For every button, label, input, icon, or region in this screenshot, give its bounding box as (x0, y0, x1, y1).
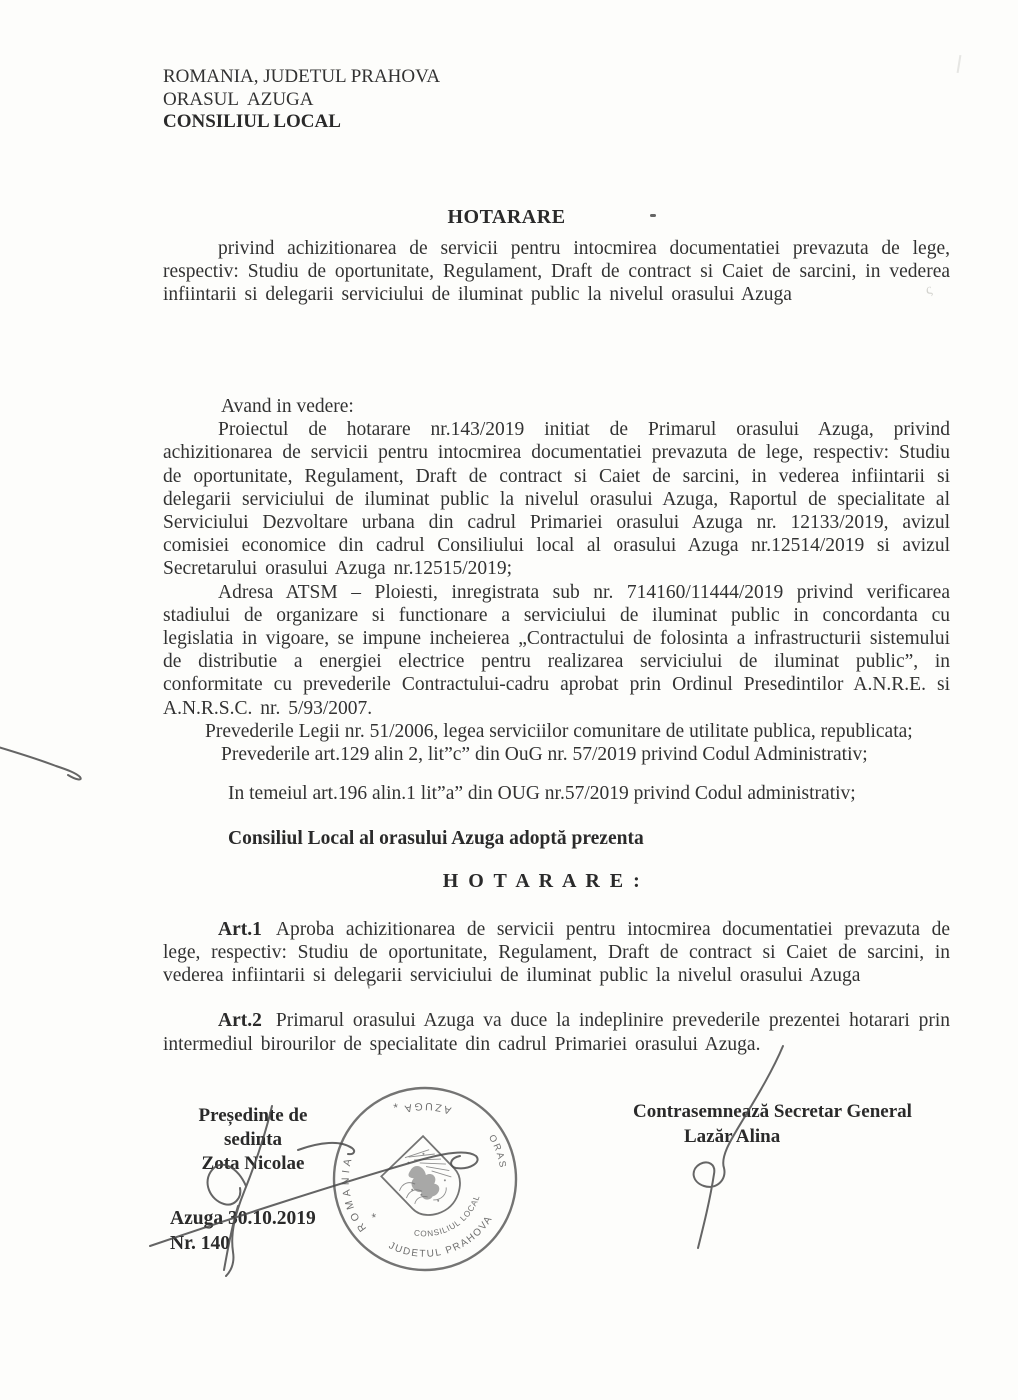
stamp-text-azuga: AZUGA (400, 1099, 453, 1117)
article-2-text: Primarul orasului Azuga va duce la indeplinire prevederile prezentei hotarari prin intermediul birourilor de specialitate din cadrul Primariei orasului Azuga. (163, 1010, 950, 1055)
article-1 (163, 918, 950, 988)
svg-text:AZUGA (400, 1097, 453, 1122)
letterhead (163, 66, 440, 134)
place-and-date: Azuga 30.10.2019 (170, 1208, 316, 1229)
stray-pen-mark (0, 747, 81, 779)
stamp-text-oras: ORAS (485, 1132, 509, 1171)
stamp-text-consiliul-local: CONSILIUL LOCAL (413, 1193, 482, 1239)
article-1-label: Art.1 (218, 918, 262, 940)
president-role: Președinte de sedinta (198, 1105, 308, 1150)
document-title: HOTARARE (447, 206, 566, 228)
signature-block-left (168, 1104, 338, 1176)
coat-of-arms (381, 1136, 471, 1226)
preamble-paragraph-2: Adresa ATSM – Ploiesti, inregistrata sub nr. 714160/11444/2019 privind verificarea stadiului de organizare si functionare a serviciului de iluminat public in concordanta cu legislatia in vigoare, se impune incheierea „Contractului de folosinta a infrastructurii sistemului de distributie a energiei electrice pentru realizarea serviciului de iluminat public”, in conformitate cu prevederile Contractului-cadru aprobat prin Ordinul Presedintilor A.N.R.E. si A.N.R.S.C. nr. 5/93/2007. (163, 581, 950, 719)
svg-text:JUDETUL PRAHOVA (384, 1212, 499, 1264)
decision-number: Nr. 140 (170, 1233, 230, 1254)
title-block (163, 206, 950, 307)
secretary-name: Lazăr Alina (684, 1126, 781, 1147)
faint-scan-line (957, 55, 962, 73)
footer-block (170, 1206, 316, 1256)
adoption-line: Consiliul Local al orasului Azuga adoptă prezenta (228, 828, 644, 850)
secretary-role: Contrasemnează Secretar General (633, 1101, 912, 1122)
official-stamp (318, 1082, 542, 1291)
article-2-label: Art.2 (218, 1010, 262, 1032)
stamp-star-bottom: * (371, 1210, 378, 1225)
pencil-mark-artifact: ς (923, 281, 934, 299)
preamble-lead: Avand in vedere: (221, 396, 354, 417)
decision-heading: H O T A R A R E : (442, 869, 643, 892)
stamp-star-top: * (392, 1100, 399, 1115)
president-name: Zota Nicolae (201, 1153, 305, 1174)
letterhead-city: ORASUL AZUGA (163, 88, 314, 110)
letterhead-country-county: ROMANIA, JUDETUL PRAHOVA (163, 66, 441, 87)
article-1-text: Aproba achizitionarea de servicii pentru intocmirea documentatiei prevazuta de lege, respectiv: Studiu de oportunitate, Regulament, Draft de contract si Caiet de sarcini, in vederea infiintarii si delegarii serviciului de iluminat public la nivelul orasului Azuga (163, 918, 950, 987)
document-subtitle: privind achizitionarea de servicii pentru intocmirea documentatiei prevazuta de lege, respectiv: Studiu de oportunitate, Regulament, Draft de contract si Caiet de sarcini, in vederea infiintarii si delegarii serviciului de iluminat public la nivelul orasului Azuga (163, 238, 950, 306)
letterhead-council: CONSILIUL LOCAL (163, 111, 341, 132)
stamp-graphic (318, 1082, 542, 1286)
stamp-text-judetul-prahova: JUDETUL PRAHOVA (386, 1213, 496, 1260)
document-body (163, 395, 950, 1056)
article-2 (163, 1009, 950, 1055)
preamble-paragraph-4: Prevederile art.129 alin 2, lit”c” din OuG nr. 57/2019 privind Codul Administrativ; (221, 744, 868, 766)
stamp-text-romania: ROMANIA (339, 1153, 370, 1234)
preamble-paragraph-1: Proiectul de hotarare nr.143/2019 initiat de Primarul orasului Azuga, privind achizitionarea de servicii pentru intocmirea documentatiei prevazuta de lege, respectiv: Studiu de oportunitate, Regulament, Draft de contract si Caiet de sarcini, in vederea infiintarii si delegarii serviciului de iluminat public la nivelul orasului Azuga, Raportul de specialitate al Serviciului Dezvoltare urbana din cadrul Primariei orasului Azuga nr. 12133/2019, avizul comisiei economice din cadrul Consiliului local al orasului Azuga nr.12514/2019 si avizul Secretarului orasului Azuga nr.12515/2019; (163, 419, 950, 580)
ink-dot-artifact (650, 214, 656, 217)
preamble-paragraph-3: Prevederile Legii nr. 51/2006, legea serviciilor comunitare de utilitate publica, republicata; (205, 720, 913, 742)
legal-basis-line: In temeiul art.196 alin.1 lit”a” din OUG nr.57/2019 privind Codul administrativ; (228, 783, 856, 805)
svg-text:ROMANIA (337, 1152, 370, 1236)
